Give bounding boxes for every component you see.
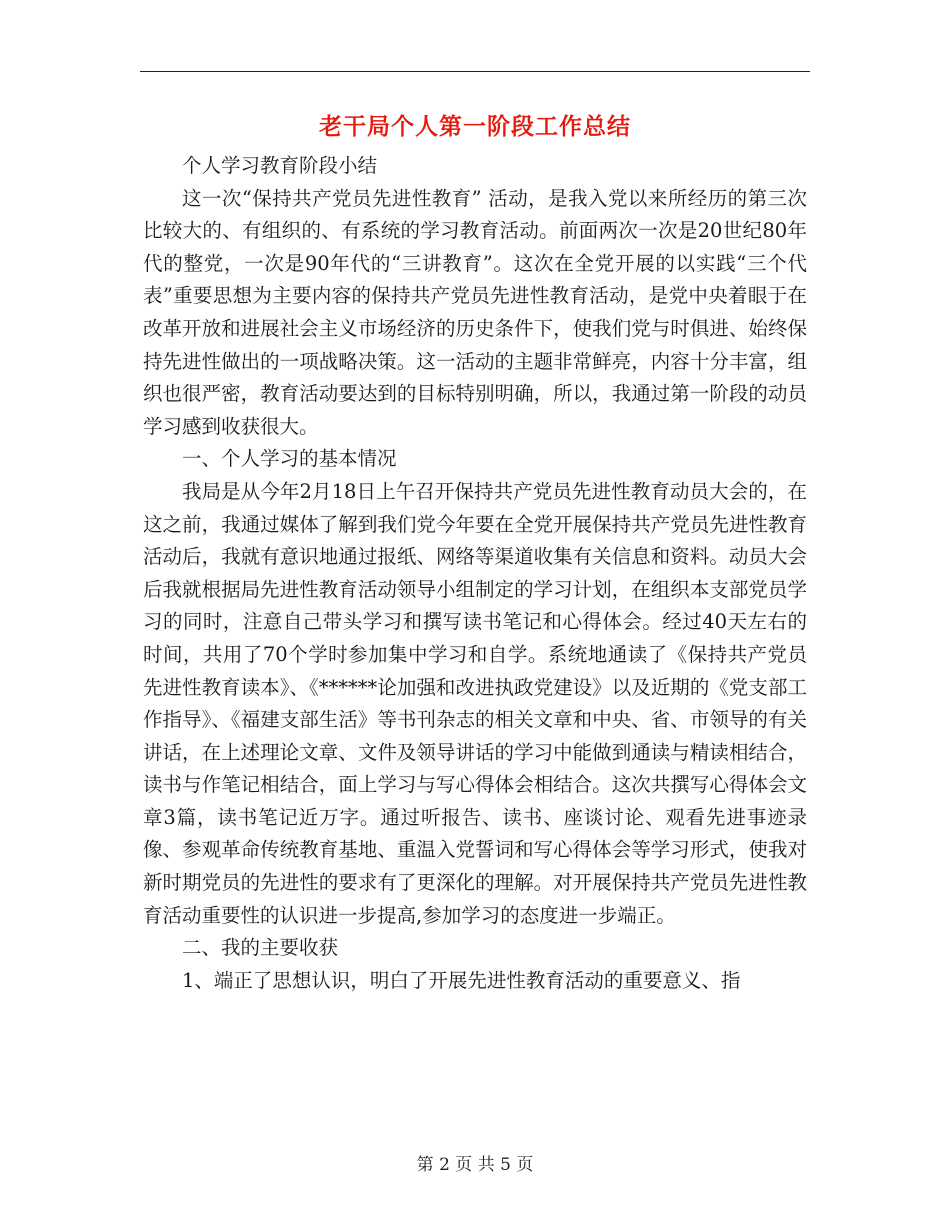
paragraph-intro: 这一次“保持共产党员先进性教育” 活动，是我入党以来所经历的第三次比较大的、有组织的、有系统的学习教育活动。前面两次一次是20世纪80年代的整党，一次是90年代的“三讲教育”。这次在全党开展的以实践“三个代表”重要思想为主要内容的保持共产党员先进性教育活动，是党中央着眼于在改革开放和进展社会主义市场经济的历史条件下，使我们党与时俱进、始终保持先进性做出的一项战略决策。这一活动的主题非常鲜亮，内容十分丰富，组织也很严密，教育活动要达到的目标特别明确，所以，我通过第一阶段的动员学习感到收获很大。 (143, 186, 807, 438)
section-heading-2: 二、我的主要收获 (182, 936, 339, 960)
document-body (143, 150, 807, 997)
document-title: 老干局个人第一阶段工作总结 (319, 113, 631, 140)
header-rule (140, 71, 810, 72)
paragraph-gains-1: 1、端正了思想认识，明白了开展先进性教育活动的重要意义、指 (182, 968, 741, 992)
page-number-footer: 第 2 页 共 5 页 (416, 1155, 534, 1175)
paragraph-study-situation: 我局是从今年2月18日上午召开保持共产党员先进性教育动员大会的，在这之前，我通过媒体了解到我们党今年要在全党开展保持共产党员先进性教育活动后，我就有意识地通过报纸、网络等渠道收集有关信息和资料。动员大会后我就根据局先进性教育活动领导小组制定的学习计划，在组织本支部党员学习的同时，注意自己带头学习和撰写读书笔记和心得体会。经过40天左右的时间，共用了70个学时参加集中学习和自学。系统地通读了《保持共产党员先进性教育读本》、《******论加强和改进执政党建设》以及近期的《党支部工作指导》、《福建支部生活》等书刊杂志的相关文章和中央、省、市领导的有关讲话，在上述理论文章、文件及领导讲话的学习中能做到通读与精读相结合，读书与作笔记相结合，面上学习与写心得体会相结合。这次共撰写心得体会文章3篇，读书笔记近万字。通过听报告、读书、座谈讨论、观看先进事迹录像、参观革命传统教育基地、重温入党誓词和写心得体会等学习形式，使我对新时期党员的先进性的要求有了更深化的理解。对开展保持共产党员先进性教育活动重要性的认识进一步提高,参加学习的态度进一步端正。 (143, 479, 807, 927)
paragraph-subtitle: 个人学习教育阶段小结 (182, 154, 378, 177)
section-heading-1: 一、个人学习的基本情况 (182, 447, 397, 471)
